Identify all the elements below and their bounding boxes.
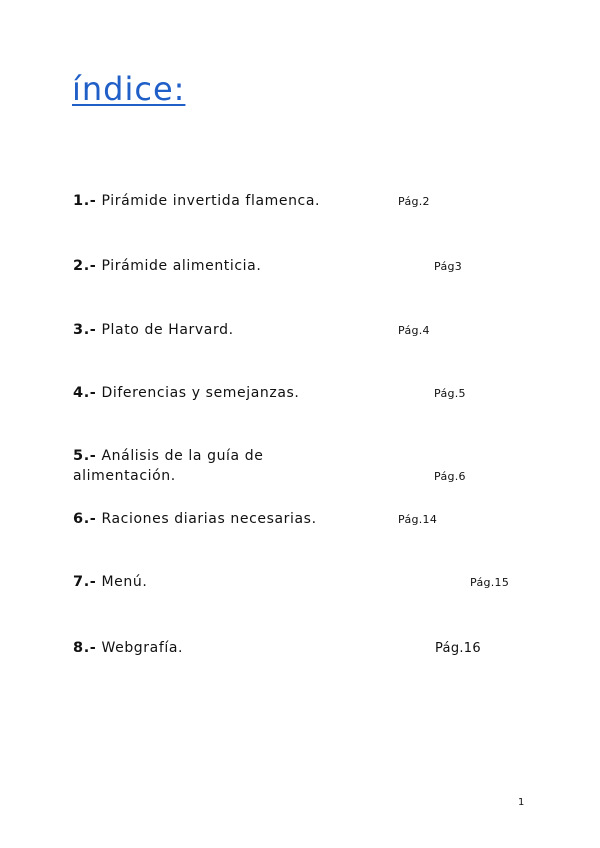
index-entry-1 [73,191,320,211]
entry-number: 1.- [73,193,97,209]
entry-number: 5.- [73,448,97,464]
entry-number: 6.- [73,511,97,527]
index-entry-7 [73,572,147,592]
index-entry-2 [73,256,261,276]
index-title: índice: [72,70,186,108]
entry-label: Plato de Harvard. [101,322,234,338]
index-entry-3 [73,320,234,340]
page-number: 1 [518,797,525,808]
index-entry-4 [73,383,299,403]
entry-page: Pág.5 [434,387,466,400]
entry-page: Pág.14 [398,513,438,526]
entry-page: Pág3 [434,260,463,273]
entry-number: 4.- [73,385,97,401]
index-entry-6 [73,509,317,529]
entry-page: Pág.4 [398,324,430,337]
entry-label-continuation: alimentación. [73,468,176,484]
entry-label: Menú. [101,574,148,590]
entry-number: 2.- [73,258,97,274]
entry-label: Pirámide invertida flamenca. [101,193,321,209]
entry-page: Pág.2 [398,195,430,208]
index-entry-8 [73,638,183,658]
entry-label: Raciones diarias necesarias. [101,511,317,527]
entry-page: Pág.15 [470,576,510,589]
entry-number: 8.- [73,640,97,656]
entry-label: Pirámide alimenticia. [101,258,262,274]
index-entry-5 [73,446,263,486]
entry-label: Análisis de la guía de [101,448,264,464]
entry-page: Pág.16 [435,641,481,656]
entry-page: Pág.6 [434,470,466,483]
entry-label: Webgrafía. [101,640,184,656]
entry-number: 7.- [73,574,97,590]
entry-number: 3.- [73,322,97,338]
entry-label: Diferencias y semejanzas. [101,385,300,401]
